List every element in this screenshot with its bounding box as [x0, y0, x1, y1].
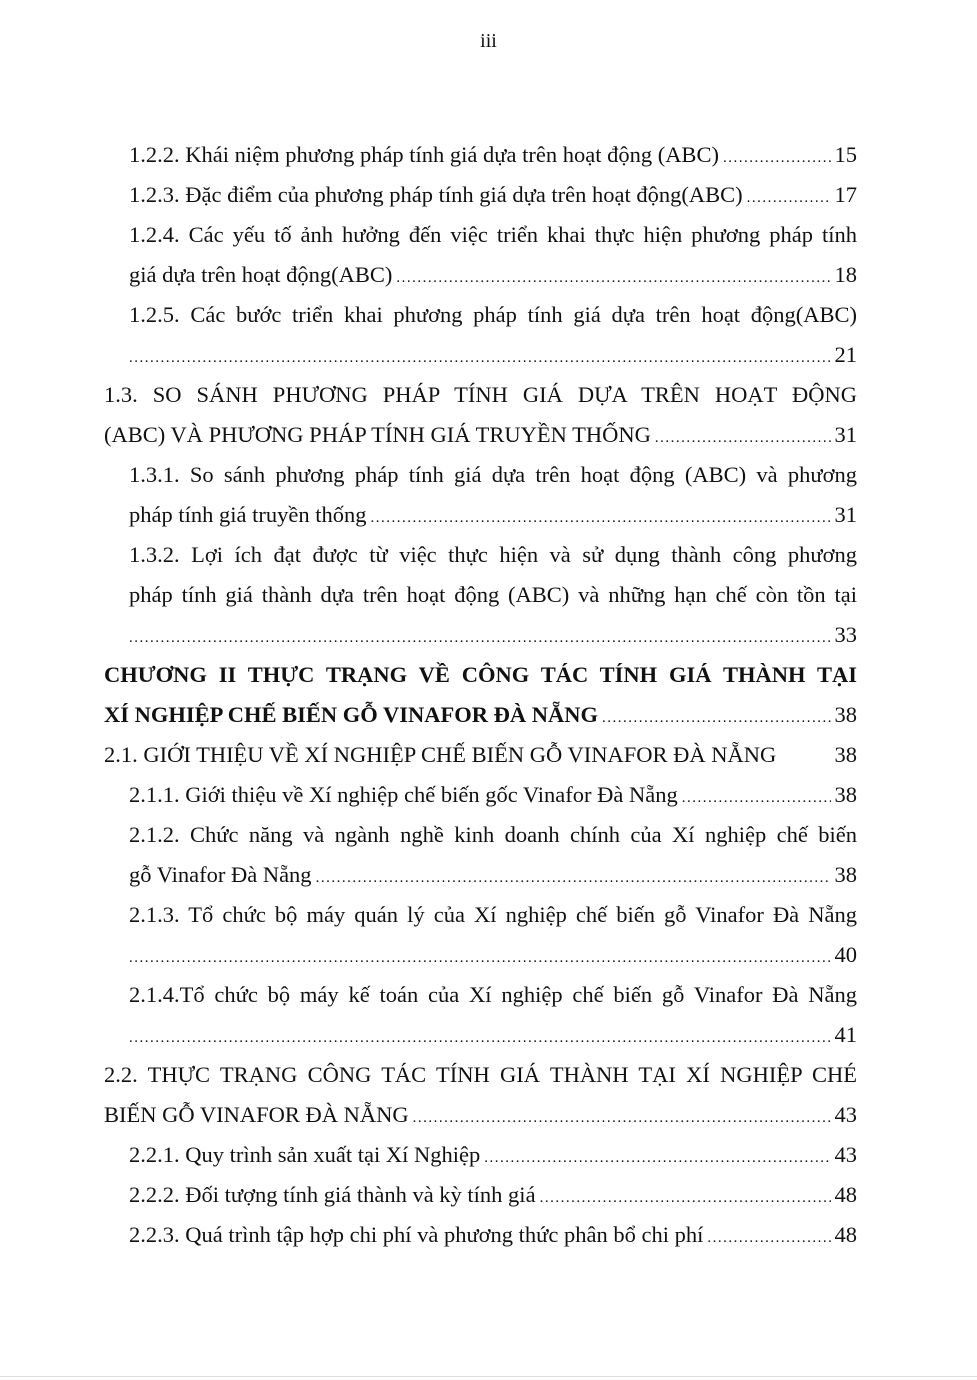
- toc-page-number: 43: [834, 1142, 857, 1167]
- toc-page-number: 15: [834, 142, 857, 167]
- toc-entry-title-continued: gỗ Vinafor Đà Nẵng: [129, 862, 312, 887]
- toc-entry-1-3-2-line2[interactable]: [104, 575, 857, 615]
- dot-leader: [776, 742, 834, 782]
- toc-entry-1-3-2-line1[interactable]: [104, 535, 857, 575]
- dot-leader: [129, 338, 831, 378]
- dot-leader: [316, 858, 831, 898]
- dot-leader: [655, 418, 831, 458]
- dot-leader: [540, 1178, 831, 1218]
- toc-entry-1-2-4-line1[interactable]: [104, 215, 857, 255]
- toc-entry-2-1-2-line2[interactable]: [104, 855, 857, 895]
- toc-page-number: 43: [834, 1102, 857, 1127]
- toc-entry-1-3-line1[interactable]: [104, 375, 857, 415]
- dot-leader: [129, 1018, 831, 1058]
- toc-entry-2-1-2-line1[interactable]: [104, 815, 857, 855]
- toc-entry-title-continued: BIẾN GỖ VINAFOR ĐÀ NẴNG: [104, 1102, 409, 1127]
- toc-entry-1-2-5-line1[interactable]: [104, 295, 857, 335]
- toc-entry-2-1-1[interactable]: [104, 775, 857, 815]
- toc-entry-2-2-1[interactable]: [104, 1135, 857, 1175]
- toc-page-number: 38: [834, 782, 857, 807]
- dot-leader: [747, 178, 831, 218]
- dot-leader: [707, 1218, 830, 1258]
- toc-entry-title: 1.2.3. Đặc điểm của phương pháp tính giá dựa trên hoạt động(ABC): [129, 182, 743, 207]
- toc-entry-title: 1.3. SO SÁNH PHƯƠNG PHÁP TÍNH GIÁ DỰA TRÊN HOẠT ĐỘNG: [104, 382, 857, 407]
- toc-page-number: 40: [834, 942, 857, 967]
- toc-page-number: 38: [834, 862, 857, 887]
- toc-entry-title: 1.2.4. Các yếu tố ảnh hưởng đến việc triển khai thực hiện phương pháp tính: [129, 222, 857, 247]
- dot-leader: [413, 1098, 831, 1138]
- dot-leader: [370, 498, 830, 538]
- toc-page-number: 33: [834, 622, 857, 647]
- toc-entry-1-3-1-line2[interactable]: [104, 495, 857, 535]
- toc-entry-title: 2.2.1. Quy trình sản xuất tại Xí Nghiệp: [129, 1142, 481, 1167]
- toc-entry-2-1-4-line1[interactable]: [104, 975, 857, 1015]
- toc-page-number: 41: [834, 1022, 857, 1047]
- toc-entry-title-continued: pháp tính giá thành dựa trên hoạt động (ABC) và những hạn chế còn tồn tại: [129, 582, 857, 607]
- toc-entry-2-2-3[interactable]: [104, 1215, 857, 1255]
- toc-chapter-2-line1[interactable]: [104, 655, 857, 695]
- toc-entry-2-2-line1[interactable]: [104, 1055, 857, 1095]
- page-number: iii: [480, 30, 497, 52]
- toc-page-number: 17: [834, 182, 857, 207]
- dot-leader: [129, 938, 831, 978]
- toc-page-number: 38: [834, 702, 857, 727]
- toc-entry-title: 1.2.2. Khái niệm phương pháp tính giá dựa trên hoạt động (ABC): [129, 142, 719, 167]
- toc-entry-title: 2.1.1. Giới thiệu về Xí nghiệp chế biến gốc Vinafor Đà Nẵng: [129, 782, 678, 807]
- toc-chapter-2-line2[interactable]: [104, 695, 857, 735]
- toc-entry-title-continued: pháp tính giá truyền thống: [129, 502, 367, 527]
- toc-entry-title: 2.2. THỰC TRẠNG CÔNG TÁC TÍNH GIÁ THÀNH TẠI XÍ NGHIỆP CHÉ: [104, 1062, 857, 1087]
- toc-page-number: 18: [834, 262, 857, 287]
- page-bottom-edge: [0, 1376, 977, 1377]
- toc-entry-1-2-5-line2[interactable]: [104, 335, 857, 375]
- toc-entry-title: 1.2.5. Các bước triển khai phương pháp tính giá dựa trên hoạt động(ABC): [129, 302, 857, 327]
- toc-entry-2-1-3-line1[interactable]: [104, 895, 857, 935]
- toc-entry-title: 2.2.3. Quá trình tập hợp chi phí và phương thức phân bổ chi phí: [129, 1222, 704, 1247]
- toc-entry-1-2-4-line2[interactable]: [104, 255, 857, 295]
- dot-leader: [723, 138, 831, 178]
- toc-entry-title: 1.3.1. So sánh phương pháp tính giá dựa trên hoạt động (ABC) và phương: [129, 462, 857, 487]
- toc-page-number: 31: [834, 422, 857, 447]
- toc-entry-title: 2.1. GIỚI THIỆU VỀ XÍ NGHIỆP CHẾ BIẾN GỖ VINAFOR ĐÀ NẴNG: [104, 742, 777, 767]
- toc-page-number: 48: [834, 1182, 857, 1207]
- toc-entry-title: 2.2.2. Đối tượng tính giá thành và kỳ tính giá: [129, 1182, 536, 1207]
- dot-leader: [129, 618, 831, 658]
- toc-entry-1-3-1-line1[interactable]: [104, 455, 857, 495]
- table-of-contents: [104, 135, 857, 1255]
- toc-entry-1-2-2[interactable]: [104, 135, 857, 175]
- toc-entry-2-1-3-line2[interactable]: [104, 935, 857, 975]
- toc-entry-title-continued: (ABC) VÀ PHƯƠNG PHÁP TÍNH GIÁ TRUYỀN THỐNG: [104, 422, 651, 447]
- dot-leader: [484, 1138, 830, 1178]
- toc-entry-2-2-line2[interactable]: [104, 1095, 857, 1135]
- toc-entry-title: 1.3.2. Lợi ích đạt được từ việc thực hiện và sử dụng thành công phương: [129, 542, 857, 567]
- toc-page-number: 38: [834, 742, 857, 767]
- toc-entry-1-2-3[interactable]: [104, 175, 857, 215]
- toc-entry-title-continued: giá dựa trên hoạt động(ABC): [129, 262, 393, 287]
- dot-leader: [602, 698, 830, 738]
- toc-entry-title: 2.1.4.Tổ chức bộ máy kế toán của Xí nghiệp chế biến gỗ Vinafor Đà Nẵng: [129, 982, 857, 1007]
- toc-entry-title: 2.1.2. Chức năng và ngành nghề kinh doanh chính của Xí nghiệp chế biến: [129, 822, 857, 847]
- dot-leader: [682, 778, 831, 818]
- toc-entry-2-1[interactable]: [104, 735, 857, 775]
- toc-chapter-title: CHƯƠNG II THỰC TRẠNG VỀ CÔNG TÁC TÍNH GIÁ THÀNH TẠI: [104, 662, 857, 687]
- toc-entry-title: 2.1.3. Tổ chức bộ máy quán lý của Xí nghiệp chế biến gỗ Vinafor Đà Nẵng: [129, 902, 857, 927]
- toc-entry-2-2-2[interactable]: [104, 1175, 857, 1215]
- toc-page-number: 21: [834, 342, 857, 367]
- toc-chapter-title-continued: XÍ NGHIỆP CHẾ BIẾN GỖ VINAFOR ĐÀ NẴNG: [104, 702, 599, 727]
- dot-leader: [396, 258, 830, 298]
- toc-page-number: 31: [834, 502, 857, 527]
- toc-entry-1-3-2-line3[interactable]: [104, 615, 857, 655]
- toc-entry-2-1-4-line2[interactable]: [104, 1015, 857, 1055]
- toc-page-number: 48: [834, 1222, 857, 1247]
- toc-entry-1-3-line2[interactable]: [104, 415, 857, 455]
